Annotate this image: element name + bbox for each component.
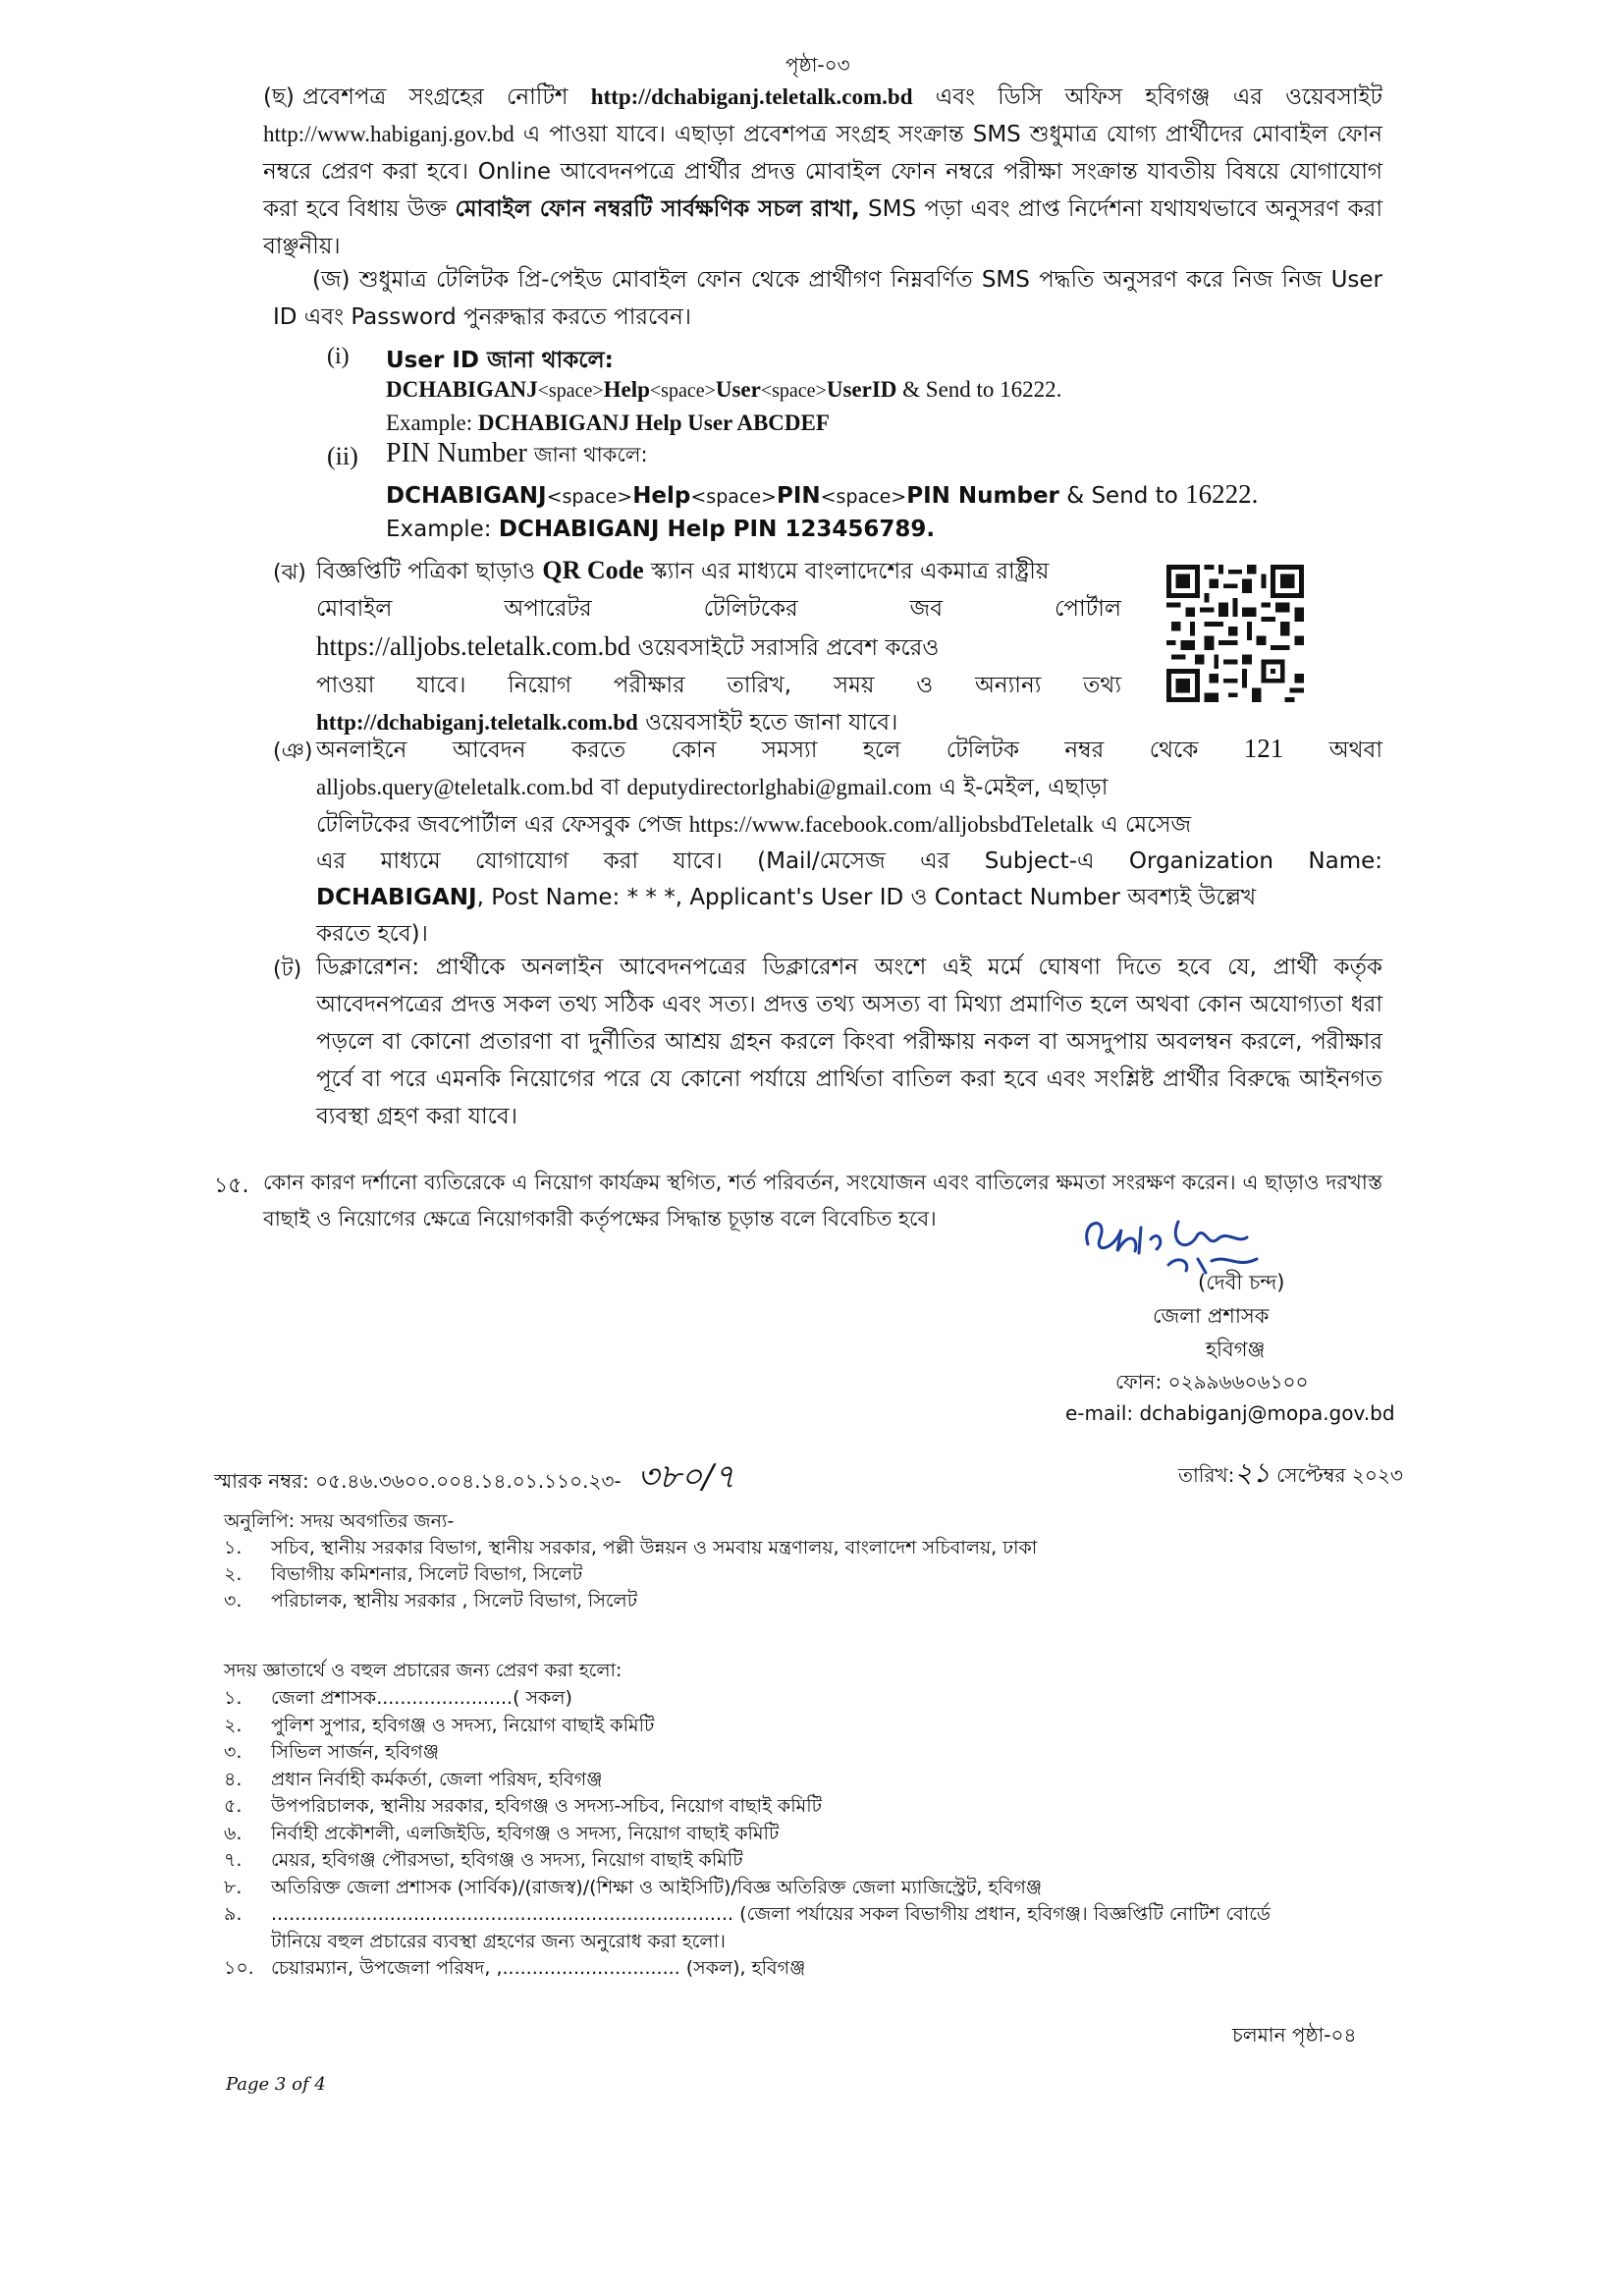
example-label: Example: <box>386 410 473 435</box>
chha-bold: মোবাইল ফোন নম্বরটি সার্বক্ষণিক সচল রাখা, <box>455 196 860 222</box>
item-number: ২. <box>224 1714 243 1736</box>
sms-i-cmd-b: Help <box>603 377 650 402</box>
sms-ii-cmd-c: PIN <box>776 483 821 509</box>
memo-label: স্মারক নম্বর: ০৫.৪৬.৩৬০০.০০৪.১৪.০১.১১০.২৩- <box>214 1469 622 1493</box>
sms-ii-command <box>386 479 1258 510</box>
item-jha-marker: (ঝ) <box>273 561 306 585</box>
signatory-phone: ফোন: ০২৯৯৬৬০৬১০০ <box>1115 1370 1309 1394</box>
facebook-url[interactable]: https://www.facebook.com/alljobsbdTeletalk <box>688 812 1094 837</box>
sms-i-command <box>386 377 1061 403</box>
space-token: <space> <box>649 380 716 402</box>
sms-ii-heading-a: PIN Number <box>386 438 527 468</box>
qr-code-label: QR Code <box>542 556 644 584</box>
jha-text-5: ওয়েবসাইট হতে জানা যাবে। <box>645 710 898 736</box>
item-text: বিভাগীয় কমিশনার, সিলেট বিভাগ, সিলেট <box>271 1563 583 1585</box>
chha-text-2: এবং ডিসি অফিস হবিগঞ্জ এর ওয়েবসাইট <box>935 84 1383 110</box>
item-ta: ডিক্লারেশন: প্রার্থীকে অনলাইন আবেদনপত্রের ডিক্লারেশন অংশে এই মর্মে ঘোষণা দিতে হবে যে, প্রার্থী কর্তৃক আবেদনপত্রের প্রদত্ত সকল তথ্য সঠিক এবং সত্য। প্রদত্ত তথ্য অসত্য বা মিথ্যা প্রমাণিত হলে অথবা কোন অযোগ্যতা ধরা পড়লে বা কোনো প্রতারণা বা দুর্নীতির আশ্রয় গ্রহন করলে কিংবা পরীক্ষায় নকল বা অসদুপায় অবলম্বন করলে, পরীক্ষার পূর্বে বা পরে এমনকি নিয়োগের পরে যে কোনো পর্যায়ে প্রার্থিতা বাতিল করা হবে এবং সংশ্লিষ্ট প্রার্থীর বিরুদ্ধে আইনগত ব্যবস্থা গ্রহণ করা যাবে। <box>316 955 1382 1129</box>
sms-ii-cmd-a: DCHABIGANJ <box>386 483 547 509</box>
nya-text-5: , Post Name: * * *, Applicant's User ID ও Contact Number অবশ্যই উল্লেখ <box>476 885 1257 910</box>
teletalk-number: 121 <box>1243 734 1284 763</box>
chha-text-4: SMS পড়া এবং প্রাপ্ত নির্দেশনা যথাযথভাবে অনুসরণ করা বাঞ্ছনীয়। <box>263 196 1383 259</box>
sms-ii-cmd-d: PIN Number <box>906 483 1059 509</box>
jha-text-2: স্ক্যান এর মাধ্যমে বাংলাদেশের একমাত্র রাষ্ট্রীয় <box>651 559 1050 584</box>
list-item <box>224 1875 1382 1902</box>
sms-ii-num: (ii) <box>327 442 358 470</box>
list-item-continued <box>224 1929 1382 1956</box>
organization-name: DCHABIGANJ <box>316 885 477 910</box>
sms-ii-cmd-b: Help <box>632 483 691 509</box>
item-text: চেয়ারম্যান, উপজেলা পরিষদ, ,.............................. (সকল), হবিগঞ্জ <box>271 1957 806 1979</box>
signatory-title: জেলা প্রশাসক <box>1153 1304 1270 1328</box>
item-number: ৩. <box>224 1741 243 1763</box>
continued-page: চলমান পৃষ্ঠা-০৪ <box>1232 2023 1357 2047</box>
date-month-year: সেপ্টেম্বর ২০২৩ <box>1276 1463 1403 1487</box>
nya-text-4: এ মেসেজ <box>1101 812 1192 838</box>
sms-i-cmd-c: User <box>715 377 761 402</box>
item-text: মেয়র, হবিগঞ্জ পৌরসভা, হবিগঞ্জ ও সদস্য, নিয়োগ বাছাই কমিটি <box>271 1849 743 1871</box>
nya-text-1: অনলাইনে আবেদন করতে কোন সমস্যা হলে টেলিটক নম্বর থেকে <box>316 738 1199 763</box>
item-number: ১. <box>224 1537 243 1558</box>
jha-text-1: বিজ্ঞপ্তিটি পত্রিকা ছাড়াও <box>316 559 536 584</box>
list-item <box>224 1901 1382 1929</box>
item-text: প্রধান নির্বাহী কর্মকর্তা, জেলা পরিষদ, হবিগঞ্জ <box>271 1768 603 1790</box>
item-dots: .............................................................................. <box>271 1903 734 1925</box>
item-ja <box>273 261 1382 336</box>
item-15-num: ১৫. <box>214 1174 249 1198</box>
item-ja-text: শুধুমাত্র টেলিটক প্রি-পেইড মোবাইল ফোন থেকে প্রার্থীগণ নিম্নবর্ণিত SMS পদ্ধতি অনুসরণ করে নিজ নিজ User ID এবং Password পুনরুদ্ধার করতে পারবেন। <box>273 267 1383 330</box>
item-nya <box>316 731 1382 953</box>
sms-i-send: & Send to 16222. <box>902 377 1062 402</box>
signatory-district: হবিগঞ্জ <box>1206 1338 1266 1361</box>
nya-or-2: বা <box>600 775 621 800</box>
example-label: Example: <box>386 517 492 542</box>
signatory-email: e-mail: dchabiganj@mopa.gov.bd <box>1065 1401 1395 1425</box>
item-text: পুলিশ সুপার, হবিগঞ্জ ও সদস্য, নিয়োগ বাছাই কমিটি <box>271 1714 655 1736</box>
sms-ii-heading-b: জানা থাকলে: <box>533 443 648 466</box>
nya-text-2: এ ই-মেইল, এছাড়া <box>939 775 1109 800</box>
item-number: ১০. <box>224 1957 254 1979</box>
item-number: ৪. <box>224 1768 243 1790</box>
list-item <box>224 1793 1382 1821</box>
copy-action-heading: সদয় জ্ঞাতার্থে ও বহুল প্রচারের জন্য প্রেরণ করা হলো: <box>224 1660 623 1681</box>
list-item <box>224 1685 1382 1713</box>
item-number: ৯. <box>224 1903 243 1925</box>
sms-ii-send-a: & Send to <box>1066 483 1178 509</box>
item-nya-marker: (ঞ) <box>273 739 313 764</box>
item-number: ৬. <box>224 1822 243 1844</box>
item-text: জেলা প্রশাসক.......................( সকল) <box>271 1687 572 1709</box>
chha-text-1: প্রবেশপত্র সংগ্রহের নোটিশ <box>302 84 568 110</box>
date-day: ২১ <box>1234 1456 1271 1489</box>
list-item <box>224 1955 1382 1983</box>
signatory-name: (দেবী চন্দ) <box>1198 1271 1285 1294</box>
list-item <box>224 1588 1382 1614</box>
space-token: <space> <box>546 486 633 508</box>
item-number: ১. <box>224 1687 243 1709</box>
item-number: ৫. <box>224 1795 243 1817</box>
sms-ii-send-b: 16222. <box>1185 479 1259 509</box>
item-15-text: কোন কারণ দর্শানো ব্যতিরেকে এ নিয়োগ কার্যক্রম স্থগিত, শর্ত পরিবর্তন, সংযোজন এবং বাতিলের ক্ষমতা সংরক্ষণ করেন। এ ছাড়াও দরখাস্ত বাছাই ও নিয়োগের ক্ষেত্রে নিয়োগকারী কর্তৃপক্ষের সিদ্ধান্ত চূড়ান্ত বলে বিবেচিত হবে। <box>263 1171 1382 1230</box>
alljobs-url[interactable]: https://alljobs.teletalk.com.bd <box>316 631 631 661</box>
item-chha-marker: (ছ) <box>263 84 295 110</box>
item-ja-marker: (জ) <box>312 267 351 293</box>
item-text: নির্বাহী প্রকৌশলী, এলজিইডি, হবিগঞ্জ ও সদস্য, নিয়োগ বাছাই কমিটি <box>271 1822 780 1844</box>
list-item <box>224 1535 1382 1561</box>
chha-url-1[interactable]: http://dchabiganj.teletalk.com.bd <box>590 84 913 109</box>
copy-info-heading: অনুলিপি: সদয় অবগতির জন্য- <box>224 1510 455 1532</box>
space-token: <space> <box>690 486 777 508</box>
copy-info-list <box>224 1535 1382 1614</box>
sms-i-num: (i) <box>327 344 350 369</box>
jha-text-3: ওয়েবসাইটে সরাসরি প্রবেশ করেও <box>637 635 940 661</box>
list-item <box>224 1767 1382 1794</box>
space-token: <space> <box>760 380 827 402</box>
list-item <box>224 1739 1382 1767</box>
item-text: সচিব, স্থানীয় সরকার বিভাগ, স্থানীয় সরকার, পল্লী উন্নয়ন ও সমবায় মন্ত্রণালয়, বাংলাদেশ সচিবালয়, ঢাকা <box>271 1537 1038 1558</box>
copy-action-list <box>224 1685 1382 1983</box>
memo-handwritten-number: ৩৮০/৭ <box>637 1457 735 1497</box>
page-footer: Page 3 of 4 <box>226 2074 326 2095</box>
item-text: টানিয়ে বহুল প্রচারের ব্যবস্থা গ্রহণের জন্য অনুরোধ করা হলো। <box>271 1930 726 1952</box>
sms-ii-heading <box>386 438 648 473</box>
item-text: (জেলা পর্যায়ের সকল বিভাগীয় প্রধান, হবিগঞ্জ। বিজ্ঞপ্তিটি নোটিশ বোর্ডে <box>739 1903 1271 1925</box>
item-number: ৩. <box>224 1590 243 1612</box>
sms-ii-example-value: DCHABIGANJ Help PIN 123456789. <box>498 517 936 542</box>
item-text: পরিচালক, স্থানীয় সরকার , সিলেট বিভাগ, সিলেট <box>271 1590 638 1612</box>
sms-i-cmd-a: DCHABIGANJ <box>386 377 538 402</box>
item-jha <box>316 552 1121 741</box>
dchabiganj-url[interactable]: http://dchabiganj.teletalk.com.bd <box>316 710 638 735</box>
sms-i-example <box>386 410 830 436</box>
chha-url-2[interactable]: http://www.habiganj.gov.bd <box>263 122 514 146</box>
space-token: <space> <box>537 380 604 402</box>
item-ta-marker: (ট) <box>273 957 302 982</box>
list-item <box>224 1561 1382 1588</box>
sms-i-cmd-d: UserID <box>826 377 897 402</box>
page-number-header: পৃষ্ঠা-০৩ <box>785 53 850 77</box>
deputy-director-email[interactable]: deputydirectorlghabi@gmail.com <box>626 775 933 799</box>
support-email[interactable]: alljobs.query@teletalk.com.bd <box>316 775 594 799</box>
nya-text-3: টেলিটকের জবপোর্টাল এর ফেসবুক পেজ <box>316 812 682 838</box>
item-number: ৮. <box>224 1876 243 1898</box>
list-item <box>224 1821 1382 1848</box>
sms-i-heading: User ID জানা থাকলে: <box>386 348 614 373</box>
memo-number <box>214 1451 735 1507</box>
space-token: <space> <box>820 486 907 508</box>
nya-line-6: করতে হবে)। <box>316 921 428 947</box>
item-text: অতিরিক্ত জেলা প্রশাসক (সার্বিক)/(রাজস্ব)/(শিক্ষা ও আইসিটি)/বিজ্ঞ অতিরিক্ত জেলা ম্যাজিস্ট্রেট, হবিগঞ্জ <box>271 1876 1043 1898</box>
item-number: ২. <box>224 1563 243 1585</box>
jha-line-2: মোবাইল অপারেটর টেলিটকের জব পোর্টাল <box>316 596 1121 622</box>
item-text: সিভিল সার্জন, হবিগঞ্জ <box>271 1741 439 1763</box>
item-text: উপপরিচালক, স্থানীয় সরকার, হবিগঞ্জ ও সদস্য-সচিব, নিয়োগ বাছাই কমিটি <box>271 1795 822 1817</box>
list-item <box>224 1713 1382 1740</box>
item-number: ৭. <box>224 1849 243 1871</box>
jha-line-4: পাওয়া যাবে। নিয়োগ পরীক্ষার তারিখ, সময় ও অন্যান্য তথ্য <box>316 673 1121 698</box>
sms-ii-example <box>386 517 935 542</box>
item-chha <box>263 79 1382 265</box>
qr-code-image <box>1166 565 1304 702</box>
list-item <box>224 1847 1382 1875</box>
chha-text-3: এ পাওয়া যাবে। এছাড়া প্রবেশপত্র সংগ্রহ সংক্রান্ত SMS শুধুমাত্র যোগ্য প্রার্থীদের মোবাইল ফোন নম্বরে প্রেরণ করা হবে। Online আবেদনপত্রে প্রার্থীর প্রদত্ত মোবাইল ফোন নম্বরে পরীক্ষা সংক্রান্ত যাবতীয় বিষয়ে যোগাযোগ করা হবে বিধায় উক্ত <box>263 122 1383 222</box>
sms-i-example-value: DCHABIGANJ Help User ABCDEF <box>477 410 830 435</box>
date-label: তারিখ: <box>1178 1463 1235 1487</box>
memo-date <box>1178 1451 1403 1498</box>
nya-or: অথবা <box>1328 738 1383 763</box>
nya-line-4: এর মাধ্যমে যোগাযোগ করা যাবে। (Mail/মেসেজ এর Subject-এ Organization Name: <box>316 848 1382 874</box>
